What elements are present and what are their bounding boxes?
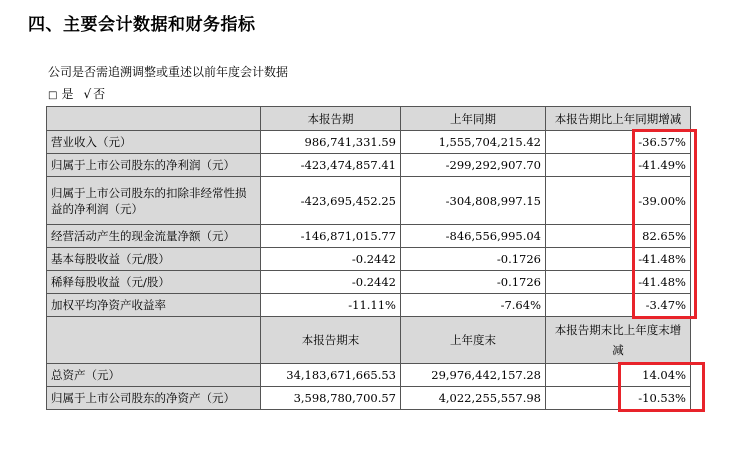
choice-yes: 是	[61, 87, 74, 101]
table1-header-blank	[47, 107, 261, 131]
cell-current: -11.11%	[261, 294, 401, 317]
table-row	[47, 248, 691, 271]
table2-header-change: 本报告期末比上年度末增减	[546, 317, 691, 364]
highlight-box-balance-change	[618, 362, 705, 412]
table1-header-row	[47, 107, 691, 131]
cell-change: -41.48%	[546, 271, 691, 294]
cell-prior: -846,556,995.04	[401, 225, 546, 248]
checkmark-icon: √	[83, 87, 92, 101]
row-label: 稀释每股收益（元/股）	[47, 271, 261, 294]
row-label: 营业收入（元）	[47, 131, 261, 154]
cell-change: -41.49%	[546, 154, 691, 177]
row-label: 归属于上市公司股东的净资产（元）	[47, 387, 261, 410]
restate-question: 公司是否需追溯调整或重述以前年度会计数据	[48, 65, 289, 79]
table-row	[47, 364, 691, 387]
row-label: 经营活动产生的现金流量净额（元）	[47, 225, 261, 248]
cell-current: -423,695,452.25	[261, 177, 401, 225]
restate-choice	[48, 85, 105, 102]
table-row	[47, 177, 691, 225]
table2-header-current: 本报告期末	[261, 317, 401, 364]
financial-data-table	[46, 106, 691, 410]
row-label: 总资产（元）	[47, 364, 261, 387]
highlight-box-change-column	[632, 129, 697, 319]
row-label: 基本每股收益（元/股）	[47, 248, 261, 271]
cell-current: 34,183,671,665.53	[261, 364, 401, 387]
cell-prior: 4,022,255,557.98	[401, 387, 546, 410]
cell-prior: -7.64%	[401, 294, 546, 317]
cell-prior: 1,555,704,215.42	[401, 131, 546, 154]
cell-change: -39.00%	[546, 177, 691, 225]
table-row	[47, 225, 691, 248]
cell-current: 986,741,331.59	[261, 131, 401, 154]
row-label: 归属于上市公司股东的净利润（元）	[47, 154, 261, 177]
cell-current: -146,871,015.77	[261, 225, 401, 248]
cell-current: -423,474,857.41	[261, 154, 401, 177]
cell-change: -3.47%	[546, 294, 691, 317]
cell-change: 14.04%	[546, 364, 691, 387]
cell-change: 82.65%	[546, 225, 691, 248]
table-row	[47, 131, 691, 154]
cell-prior: -0.1726	[401, 248, 546, 271]
cell-prior: -0.1726	[401, 271, 546, 294]
table-row	[47, 387, 691, 410]
table2-header-prior: 上年度末	[401, 317, 546, 364]
table2-header-row	[47, 317, 691, 364]
cell-current: -0.2442	[261, 271, 401, 294]
table1-header-current: 本报告期	[261, 107, 401, 131]
cell-change: -41.48%	[546, 248, 691, 271]
table-row	[47, 271, 691, 294]
cell-prior: 29,976,442,157.28	[401, 364, 546, 387]
cell-prior: -299,292,907.70	[401, 154, 546, 177]
table1-header-prior: 上年同期	[401, 107, 546, 131]
row-label: 归属于上市公司股东的扣除非经常性损益的净利润（元）	[47, 177, 261, 225]
choice-no: 否	[93, 87, 106, 101]
table-row	[47, 294, 691, 317]
cell-current: -0.2442	[261, 248, 401, 271]
cell-prior: -304,808,997.15	[401, 177, 546, 225]
section-title: 四、主要会计数据和财务指标	[28, 15, 256, 35]
cell-change: -36.57%	[546, 131, 691, 154]
row-label: 加权平均净资产收益率	[47, 294, 261, 317]
table-row	[47, 154, 691, 177]
table1-header-change: 本报告期比上年同期增减	[546, 107, 691, 131]
cell-current: 3,598,780,700.57	[261, 387, 401, 410]
table2-header-blank	[47, 317, 261, 364]
cell-change: -10.53%	[546, 387, 691, 410]
checkbox-empty-icon: □	[48, 90, 58, 101]
